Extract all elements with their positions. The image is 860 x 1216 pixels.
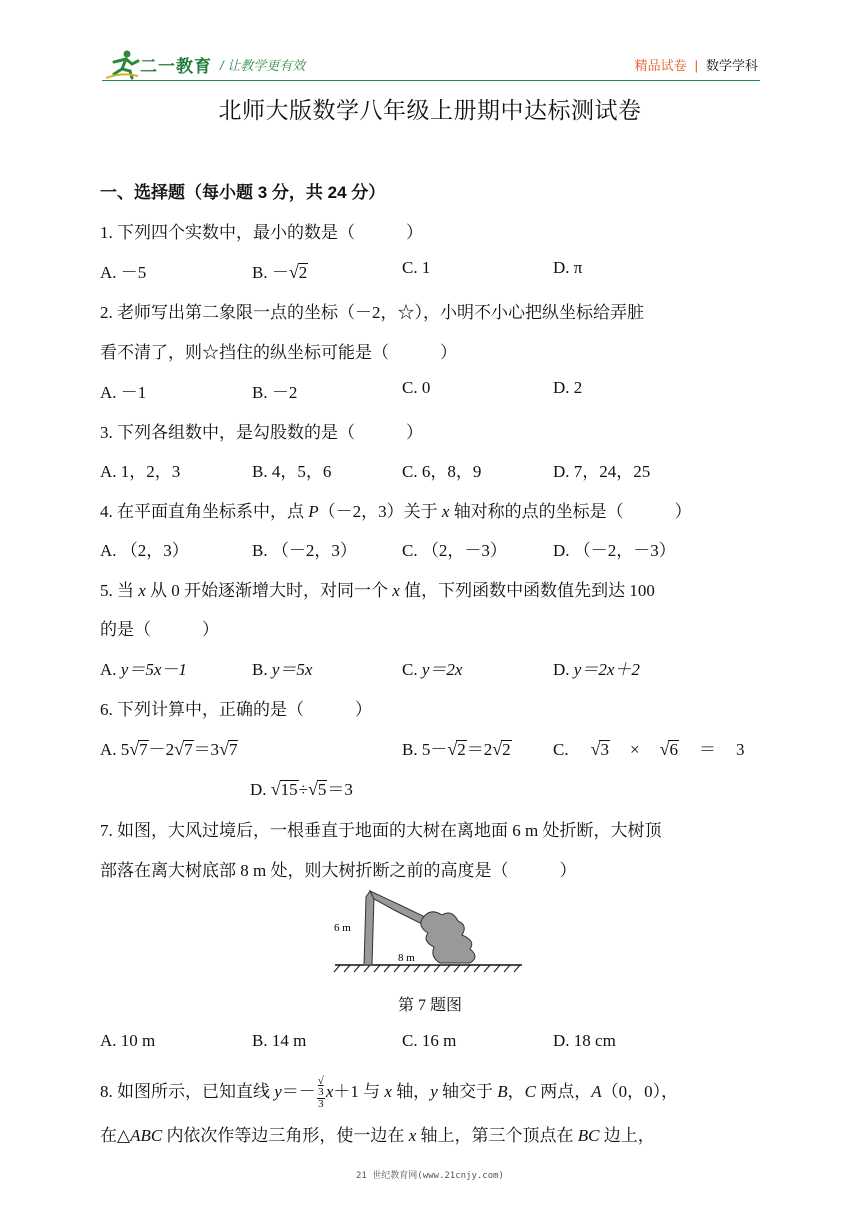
question-4-stem: 4. 在平面直角坐标系中，点 P（－2，3）关于 x 轴对称的点的坐标是（ ） <box>100 502 692 521</box>
question-5-stem-line2: 的是（ ） <box>100 620 219 639</box>
question-7-stem-line1: 7. 如图，大风过境后，一根垂直于地面的大树在离地面 6 m 处折断，大树顶 <box>100 821 662 840</box>
question-7-stem-line2: 部落在离大树底部 8 m 处，则大树折断之前的高度是（ ） <box>100 861 577 880</box>
q5-option-c: C. y＝2x <box>402 660 463 679</box>
question-2-stem-line1: 2. 老师写出第二象限一点的坐标（－2，☆），小明不小心把纵坐标给弄脏 <box>100 303 644 322</box>
broken-tree-figure <box>330 885 530 980</box>
tag-subject: 数学学科 <box>705 58 758 73</box>
fraction: √ 3 3 <box>317 1075 324 1110</box>
figure-height-label: 6 m <box>334 922 351 934</box>
q6-option-d: D. √15÷√5＝3 <box>250 779 353 799</box>
q6-option-c: C. √3 × √6 ＝ 3 <box>553 739 745 759</box>
q5-option-d: D. y＝2x＋2 <box>553 660 640 679</box>
page-title: 北师大版数学八年级上册期中达标测试卷 <box>218 98 642 123</box>
question-3-stem: 3. 下列各组数中，是勾股数的是（ ） <box>100 423 423 442</box>
question-1-stem: 1. 下列四个实数中，最小的数是（ ） <box>100 223 423 242</box>
q1-option-b: B. －√2 <box>252 262 308 282</box>
q7-option-c: C. 16 m <box>402 1031 457 1050</box>
figure-distance-label: 8 m <box>398 952 415 964</box>
q2-option-c: C. 0 <box>402 378 431 397</box>
tag-separator: | <box>694 58 698 73</box>
q7-option-a: A. 10 m <box>100 1031 156 1050</box>
q1-option-a: A. －5 <box>100 263 147 282</box>
figure-caption: 第 7 题图 <box>397 997 462 1014</box>
header-divider <box>102 80 760 81</box>
page-footer: 21 世纪教育网(www.21cnjy.com) <box>356 1171 504 1181</box>
q4-option-c: C. （2，－3） <box>402 541 507 560</box>
slogan: / 让教学更有效 <box>220 58 306 73</box>
q5-option-b: B. y＝5x <box>252 660 313 679</box>
q4-option-b: B. （－2，3） <box>252 541 357 560</box>
q7-option-b: B. 14 m <box>252 1031 307 1050</box>
q6-option-b: B. 5－√2＝2√2 <box>402 739 511 759</box>
q4-option-a: A. （2，3） <box>100 541 189 560</box>
q2-option-d: D. 2 <box>553 378 583 397</box>
q7-option-d: D. 18 cm <box>553 1031 616 1050</box>
q1-option-d: D. π <box>553 258 583 277</box>
q3-option-a: A. 1，2，3 <box>100 462 181 481</box>
brand-name: 二一教育 <box>140 57 212 76</box>
q2-option-b: B. －2 <box>252 383 298 402</box>
question-8-stem-line1: 8. 如图所示，已知直线 y＝－ √ 3 3 x＋1 与 x 轴，y 轴交于 B，C 两点，A（0，0）， <box>100 1075 679 1110</box>
section-heading: 一、选择题（每小题 3 分，共 24 分） <box>100 183 386 202</box>
question-5-stem-line1: 5. 当 x 从 0 开始逐渐增大时，对同一个 x 值，下列函数中函数值先到达 100 <box>100 581 655 600</box>
tag-premium: 精品试卷 <box>634 58 687 73</box>
page-header <box>0 0 860 90</box>
q3-option-d: D. 7，24，25 <box>553 462 651 481</box>
q4-option-d: D. （－2，－3） <box>553 541 676 560</box>
q2-option-a: A. －1 <box>100 383 147 402</box>
question-6-stem: 6. 下列计算中，正确的是（ ） <box>100 700 372 719</box>
header-tags <box>635 55 758 74</box>
question-2-stem-line2: 看不清了，则☆挡住的纵坐标可能是（ ） <box>100 343 457 362</box>
q3-option-b: B. 4，5，6 <box>252 462 332 481</box>
question-8-stem-line2: 在△ABC 内依次作等边三角形，使一边在 x 轴上，第三个顶点在 BC 边上， <box>100 1126 655 1145</box>
q6-option-a: A. 5√7－2√7＝3√7 <box>100 739 238 759</box>
q3-option-c: C. 6，8，9 <box>402 462 482 481</box>
q1-option-c: C. 1 <box>402 258 431 277</box>
q5-option-a: A. y＝5x－1 <box>100 660 187 679</box>
